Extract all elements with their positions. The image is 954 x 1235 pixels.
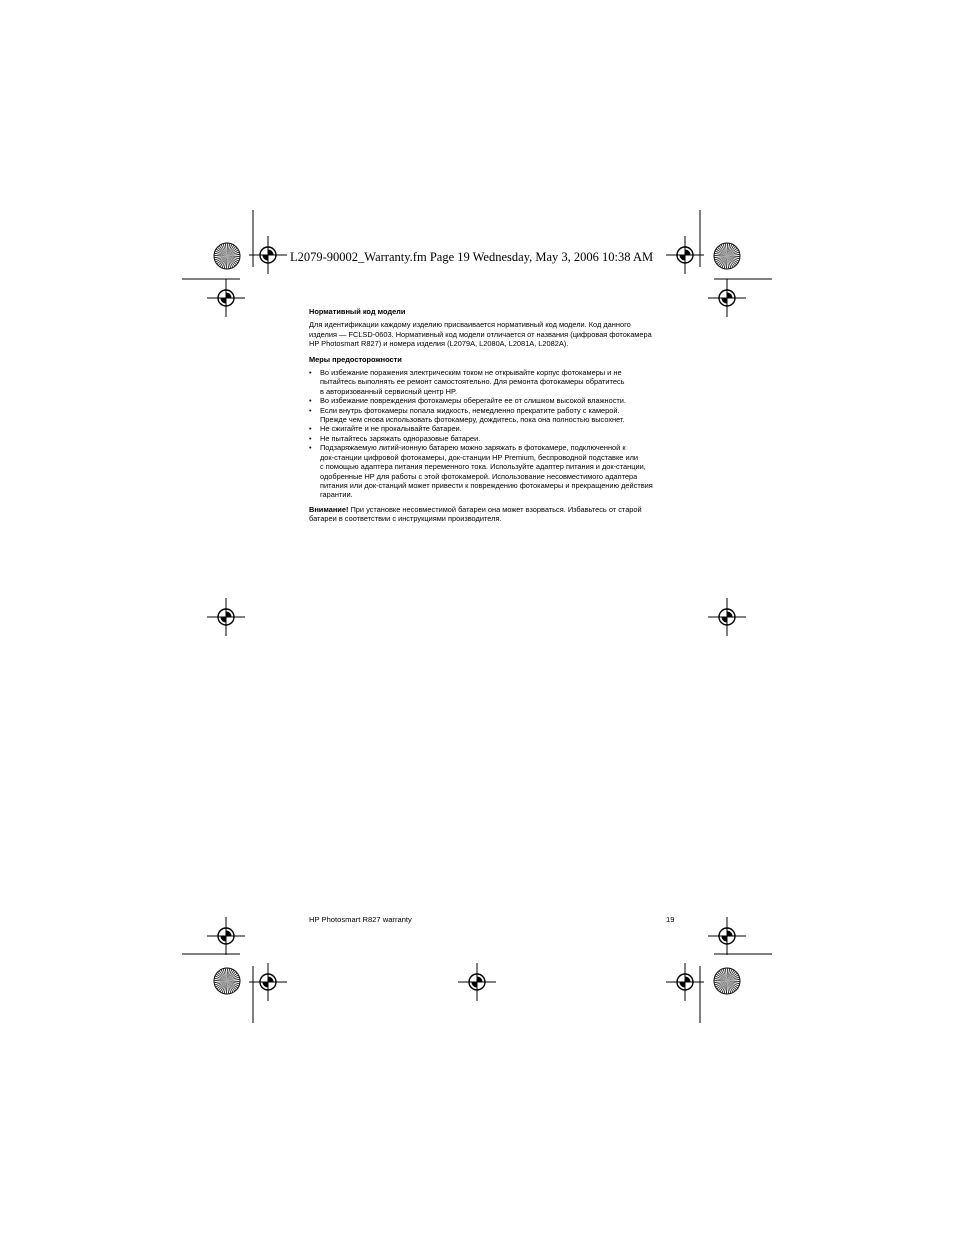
- page-content: [309, 307, 677, 530]
- list-item: • Во избежание поражения электрическим током не открывайте корпус фотокамеры и не пытайтесь выполнять ее ремонт самостоятельно. Для ремонта фотокамеры обратитесь в авторизованный сервисный центр HP.: [309, 368, 677, 396]
- registration-quadrant: [680, 255, 686, 261]
- registration-quadrant: [226, 293, 232, 299]
- heading-safety: Меры предосторожности: [309, 354, 402, 364]
- list-item: • Не пытайтесь заряжать одноразовые батареи.: [309, 434, 677, 443]
- list-item: • Подзаряжаемую литий-ионную батарею можно заряжать в фотокамере, подключенной к док-станции цифровой фотокамеры, док-станции HP Premium, беспроводной подставке или с помощью адаптера питания переменного тока. Используйте адаптер питания и док-станции, одобренные HP для работы с этой фотокамерой. Использование несовместимого адаптера питания или док-станций может привести к повреждению фотокамеры и прекращению действия гарантии.: [309, 443, 677, 499]
- warning-text: При установке несовместимой батареи она может взорваться. Избавьтесь от старой батареи в соответствии с инструкциями производителя.: [309, 504, 642, 524]
- safety-list: [309, 368, 677, 500]
- registration-quadrant: [226, 931, 232, 937]
- registration-quadrant: [685, 250, 691, 256]
- registration-quadrant: [727, 293, 733, 299]
- registration-quadrant: [477, 977, 483, 983]
- footer-title: HP Photosmart R827 warranty: [309, 915, 412, 924]
- registration-quadrant: [722, 298, 728, 304]
- registration-quadrant: [685, 977, 691, 983]
- registration-quadrant: [722, 936, 728, 942]
- registration-quadrant: [268, 977, 274, 983]
- registration-quadrant: [221, 936, 227, 942]
- registration-quadrant: [221, 298, 227, 304]
- warning-label: Внимание!: [309, 504, 349, 514]
- heading-model-code: Нормативный код модели: [309, 307, 406, 316]
- list-item: • Если внутрь фотокамеры попала жидкость, немедленно прекратите работу с камерой. Прежде чем снова использовать фотокамеру, дождитесь, пока она полностью высохнет.: [309, 406, 677, 425]
- registration-quadrant: [263, 255, 269, 261]
- registration-quadrant: [727, 931, 733, 937]
- registration-quadrant: [722, 617, 728, 623]
- registration-quadrant: [226, 612, 232, 618]
- list-item: • Во избежание повреждения фотокамеры оберегайте ее от слишком высокой влажности.: [309, 396, 677, 405]
- file-slug-line: L2079-90002_Warranty.fm Page 19 Wednesday, May 3, 2006 10:38 AM: [290, 250, 654, 264]
- registration-quadrant: [472, 982, 478, 988]
- page-number: 19: [666, 915, 675, 924]
- paragraph-model-code: Для идентификации каждому изделию присваивается нормативный код модели. Код данного изделия — FCLSD-0603. Нормативный код модели отличается от названия (цифровая фотокамера HP Photosmart R827) и номера изделия (L2079A, L2080A, L2081A, L2082A).: [309, 320, 652, 349]
- registration-quadrant: [263, 982, 269, 988]
- registration-quadrant: [268, 250, 274, 256]
- registration-quadrant: [221, 617, 227, 623]
- list-item: • Не сжигайте и не прокалывайте батареи.: [309, 424, 677, 433]
- registration-quadrant: [727, 612, 733, 618]
- warning-paragraph: [309, 505, 677, 524]
- registration-quadrant: [680, 982, 686, 988]
